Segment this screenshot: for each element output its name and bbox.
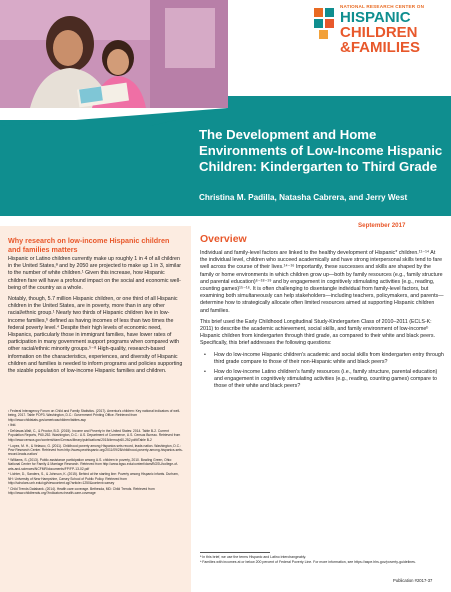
footnotes — [200, 555, 444, 564]
sidebar-paragraph: Notably, though, 5.7 million Hispanic children, or one third of all Hispanic children in the United States, are in poverty, more than in any other racial/ethnic group.¹ Nearly two thirds of Hispanic children live in low-income families,ᵇ defined as having incomes of less than two times the federal poverty level.⁴ Despite their high levels of economic need, Hispanics, particularly those in immigrant families, have lower rates of participation in many government support programs when compared with other racial/ethnic minority groups.⁵⁻⁸ High-quality, research-based information on the characteristics, experiences, and diversity of Hispanic children and families is needed to inform programs and policies supporting the sizable population of low-income Hispanic families and children. — [8, 296, 183, 375]
document-title: The Development and Home Environments of Low-Income Hispanic Children: Kindergarten to Third Grade — [199, 127, 443, 174]
question-item: • How do low-income Hispanic children's academic and social skills from kindergarten entry through third grade compare to those of their non-Hispanic white and black peers? — [210, 352, 444, 366]
reference-item: ³ DeNavas-Walt, C., & Proctor, B.D. (2015). Income and Poverty in the United States: 2014. Table B-2. Current Population Reports, P60-252. Washington, D.C.: U.S. Department of Commerce, U.S. Census Bureau. Retrieved from http://www.census.gov/content/dam/Census/library/publications/2015/demo/p60-252.pdf#Table B-2 — [8, 429, 181, 442]
footnote-item: ᵇ Families with incomes at or below 200 percent of Federal Poverty Line. For more information, see https://aspe.hhs.gov/poverty-guidelines. — [200, 559, 416, 564]
reference-item: ⁵ Williams, S. (2013). Public assistance participation among U.S. children in poverty, 2010. Bowling Green, Ohio: National Center for Family & Marriage Research. Retrieved from http://www.bgsu.edu/content/dam/BGSU/college-of-arts-and-sciences/NCFMR/documents/FP/FP-13-02.pdf — [8, 457, 179, 471]
publication-number: Publication #2017-37 — [393, 578, 433, 583]
sidebar-body — [8, 256, 184, 379]
reference-item: ⁷ Child Trends Databank. (2014). Health care coverage. Bethesda, MD: Child Trends. Retrieved from http://www.childtrends.org/?indicators=health-care-coverage — [8, 486, 155, 496]
question-item: • How do low-income Latino children's family resources (i.e., family structure, parental education) and engagement in cognitively stimulating activities (e.g., reading, counting games) compare to those of their white and black peers? — [210, 369, 444, 391]
publication-date: September 2017 — [358, 222, 406, 229]
logo-line4: &FAMILIES — [340, 39, 421, 56]
header-accent — [150, 100, 451, 126]
reference-item: ⁴ Lopez, M. H., & Velasco, G. (2011). Childhood poverty among Hispanics sets record, leads nation. Washington, D.C.: Pew Research Center. Retrieved from http://www.pewhispanic.org/2011/09/28/childhood-poverty-among-hispanics-sets-record-leads-nation/ — [8, 443, 183, 457]
reference-item: ⁶ Lichter, D., Sanders, S., & Johnson, K. (2015). Behind at the starting line: Poverty among Hispanic infants. Durham, NH: University of New Hampshire, Carsey School of Public Policy. Retrieved from http://scholars.unh.edu/cgi/viewcontent.cgi?article=1250&context=carsey — [8, 472, 179, 485]
overview-body — [200, 250, 444, 394]
sidebar-heading: Why research on low-income Hispanic children and families matters — [8, 236, 170, 254]
question-list — [210, 352, 444, 391]
overview-heading: Overview — [200, 233, 247, 245]
logo-line2: HISPANIC — [340, 9, 411, 26]
sidebar-references — [8, 409, 184, 497]
logo-mark-icon — [312, 6, 338, 46]
footnote-item: ª In this brief, we use the terms Hispanic and Latino interchangeably. — [200, 555, 307, 559]
reference-item: ² Ibid. — [8, 423, 17, 428]
overview-paragraph: Individual and family-level factors are linked to the healthy development of Hispanic* children.¹¹⁻¹⁴ At the individual level, children who succeed academically and have strong interpersonal skills tend to fare well across the course of their lives.¹⁴⁻¹⁶ Importantly, these successes and skills are shaped by the family or home environments in which children grow up—both by family resources (e.g., family structure and parental education)⁶⁻¹⁸⁻¹⁹ and by engagement in cognitively stimulating activities (e.g., reading, counting games)¹⁵⁻¹⁶. It is often challenging to disentangle individual from family-level factors, but examining both simultaneously can help stakeholders—including teachers, policymakers, and parents—determine how to strategically allocate often limited resources aimed at supporting Hispanic children and families. — [200, 250, 444, 314]
sidebar-paragraph: Hispanic or Latino children currently make up roughly 1 in 4 of all children in the United States,ª and by 2050 are projected to make up 1 in 3, similar to the number of white children.¹ Given this increase, how Hispanic children fare will have a profound impact on the social and economic well-being of the country as a whole. — [8, 256, 182, 291]
overview-paragraph: This brief used the Early Childhood Longitudinal Study-Kindergarten Class of 2010–2011 (ECLS-K: 2011) to describe the academic achievement, social skills, and family environment of low-incomeᵇ Hispanic children from kindergarten through third grade, as compared to their white and black peers. Specifically, this brief addresses the following questions: — [200, 318, 435, 347]
logo-line1: NATIONAL RESEARCH CENTER ON — [340, 4, 425, 9]
footnote-rule — [200, 552, 270, 553]
authors: Christina M. Padilla, Natasha Cabrera, and Jerry West — [199, 193, 408, 202]
reference-item: ¹ Federal Interagency Forum on Child and Family Statistics. (2017). America's children: Key national indicators of well-being, 2017. Table POP3. Washington, D.C.: Government Printing Office. Retrieved from http://www.childstats.gov/americaschildren/tables.asp — [8, 409, 181, 422]
logo-line3: CHILDREN — [340, 24, 418, 41]
cover-photo — [0, 0, 228, 108]
nrc-logo — [312, 4, 446, 62]
